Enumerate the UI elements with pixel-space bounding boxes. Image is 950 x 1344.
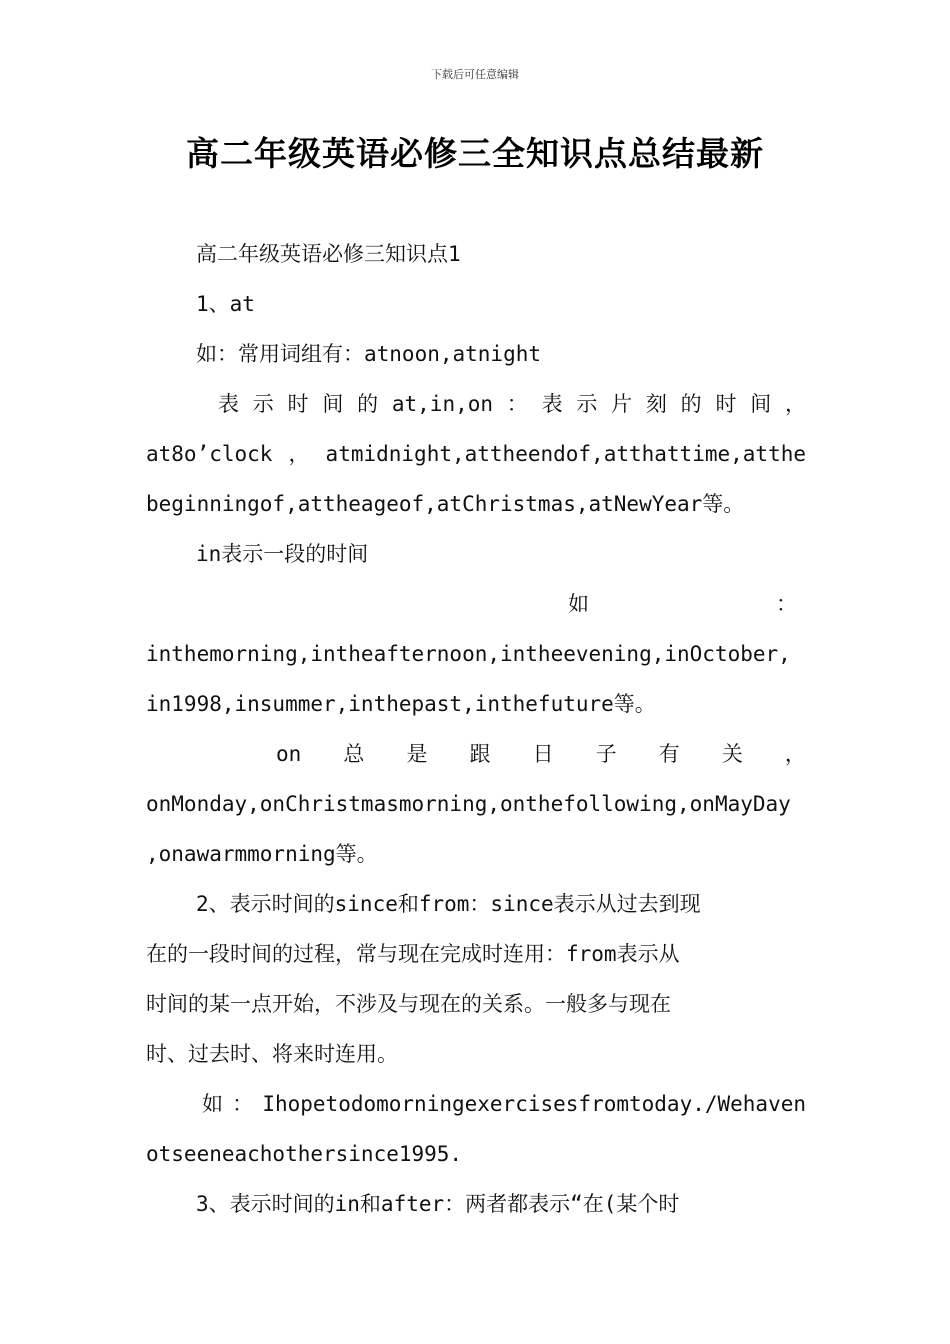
- text-token: 日: [532, 742, 554, 766]
- paragraph: [146, 879, 806, 1079]
- text-token: 总: [343, 742, 365, 766]
- text-line: in1998,insummer,inthepast,inthefuture等。: [146, 692, 656, 716]
- paragraph: [146, 579, 806, 729]
- text-line: [146, 579, 806, 629]
- text-line: onMonday,onChristmasmorning,onthefollowing,onMayDay: [146, 792, 791, 816]
- text-line: [146, 729, 806, 779]
- text-line: otseeneachothersince1995.: [146, 1142, 463, 1166]
- text-line: inthemorning,intheafternoon,intheevening,inOctober,: [146, 642, 791, 666]
- document-title: 高二年级英语必修三全知识点总结最新: [186, 134, 764, 173]
- text-token: 有: [658, 742, 680, 766]
- text-token: 跟: [469, 742, 491, 766]
- text-fragment: ：: [776, 592, 797, 616]
- section-heading: 高二年级英语必修三知识点1: [196, 242, 461, 266]
- item-heading: 1、at: [196, 292, 255, 316]
- text-line: ,onawarmmorning等。: [146, 842, 378, 866]
- paragraph: in表示一段的时间: [196, 542, 369, 566]
- text-token: on: [276, 742, 302, 766]
- text-line: beginningof,attheageof,atChristmas,atNewYear等。: [146, 492, 745, 516]
- text-line: 时间的某一点开始，不涉及与现在的关系。一般多与现在: [146, 992, 671, 1016]
- text-line: at8o’clock，atmidnight,attheendof,atthattime,atthe: [146, 442, 806, 466]
- page-header: 下载后可任意编辑: [431, 68, 519, 81]
- text-token: 是: [406, 742, 428, 766]
- text-token: ，: [784, 742, 806, 766]
- text-line: 表示时间的at,in,on：表示片刻的时间，: [218, 392, 806, 416]
- text-line: 2、表示时间的since和from：since表示从过去到现: [196, 892, 701, 916]
- text-line: 在的一段时间的过程，常与现在完成时连用：from表示从: [146, 942, 680, 966]
- text-line: 如：Ihopetodomorningexercisesfromtoday./Wehaven: [202, 1092, 806, 1116]
- paragraph: [146, 379, 806, 529]
- text-line: 时、过去时、将来时连用。: [146, 1042, 398, 1066]
- text-token: 子: [595, 742, 617, 766]
- document-body: [146, 229, 806, 1229]
- paragraph: [146, 729, 806, 879]
- text-token: 关: [721, 742, 743, 766]
- paragraph: [146, 1179, 806, 1229]
- paragraph: [146, 1079, 806, 1179]
- text-fragment: 如: [568, 592, 589, 616]
- paragraph: 如：常用词组有：atnoon,atnight: [196, 342, 542, 366]
- text-line: 3、表示时间的in和after：两者都表示“在(某个时: [196, 1192, 680, 1216]
